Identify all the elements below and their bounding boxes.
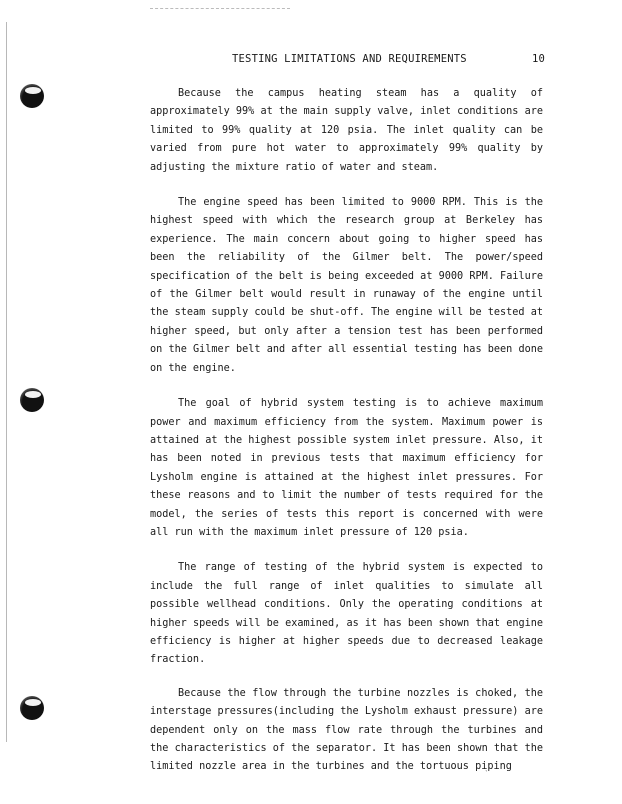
- paragraph-steam-quality: Because the campus heating steam has a quality of approximately 99% at the main supply valve, inlet conditions are limited to 99% quality at 120 psia. The inlet quality can be varied from pure hot water to approximately 99% quality by adjusting the mixture ratio of water and steam.: [150, 88, 543, 173]
- binder-hole-icon: [20, 84, 44, 108]
- paragraph-testing-goal: The goal of hybrid system testing is to achieve maximum power and maximum efficiency from the system. Maximum power is attained at the highest possible system inlet pressure. Also, it has been noted in previous tests that maximum efficiency for Lysholm engine is attained at the highest inlet pressures. For these reasons and to limit the number of tests required for the model, the series of tests this report is concerned with were all run with the maximum inlet pressure of 120 psia.: [150, 398, 543, 538]
- page-edge-line: [6, 22, 7, 742]
- page-header: [150, 53, 545, 67]
- scan-artifact: [150, 8, 290, 9]
- body-text: [150, 85, 543, 794]
- scan-speck: ˋ: [484, 770, 490, 780]
- page-title: TESTING LIMITATIONS AND REQUIREMENTS: [232, 53, 467, 65]
- binder-hole-icon: [20, 696, 44, 720]
- binder-hole-icon: [20, 388, 44, 412]
- paragraph-engine-speed: The engine speed has been limited to 9000 RPM. This is the highest speed with which the research group at Berkeley has experience. The main concern about going to higher speed has been the reliability of the Gilmer belt. The power/speed specification of the belt is being exceeded at 9000 RPM. Failure of the Gilmer belt would result in runaway of the engine until the steam supply could be shut-off. The engine will be tested at higher speed, but only after a tension test has been performed on the Gilmer belt and after all essential testing has been done on the engine.: [150, 197, 543, 374]
- paragraph-testing-range: The range of testing of the hybrid system is expected to include the full range of inlet qualities to simulate all possible wellhead conditions. Only the operating conditions at higher speeds will be examined, as it has been shown that engine efficiency is higher at higher speeds due to decreased leakage fraction.: [150, 562, 543, 666]
- paragraph-nozzle-flow: Because the flow through the turbine nozzles is choked, the interstage pressures(including the Lysholm exhaust pressure) are dependent only on the mass flow rate through the turbines and the characteristics of the separator. It has been shown that the limited nozzle area in the turbines and the tortuous piping: [150, 687, 543, 773]
- page-number: 10: [531, 53, 545, 65]
